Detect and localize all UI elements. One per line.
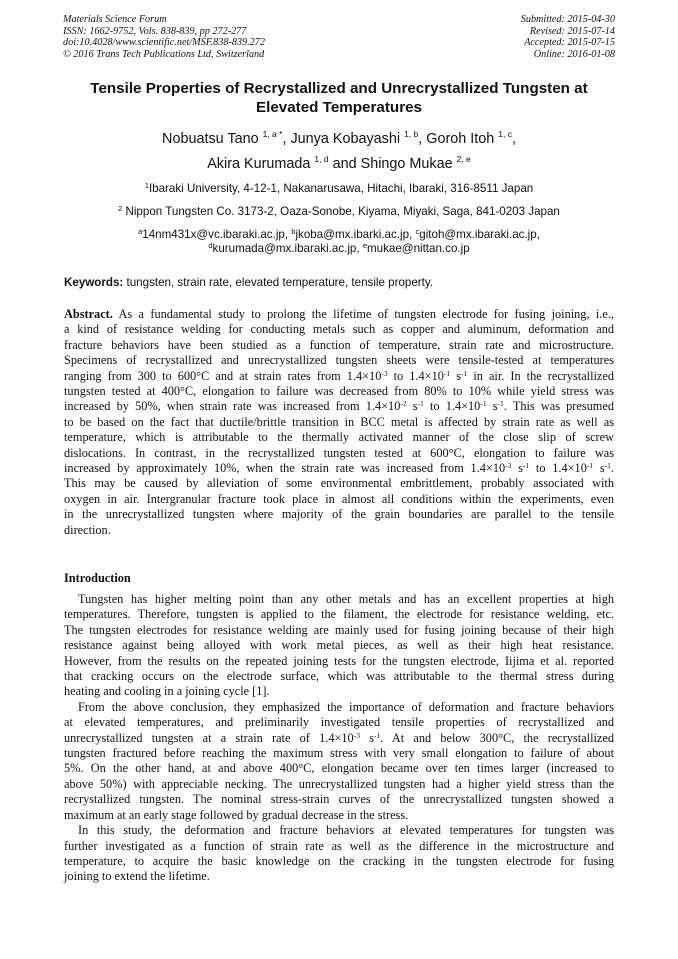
- title-line: Elevated Temperatures: [255, 99, 422, 116]
- email-link[interactable]: jkoba@mx.ibarki.ac.jp,: [295, 228, 416, 241]
- affiliation-text: Nippon Tungsten Co. 3173-2, Oaza-Sonobe, Kiyama, Miyaki, Saga, 841-0203 Japan: [122, 205, 560, 218]
- exponent: -1: [461, 368, 468, 378]
- paragraph-line: further investigated as a function of strain rate as well as the difference in the microstructure and: [64, 838, 614, 853]
- abstract-line: fracture behaviors have been studied as a function of temperature, strain rate and microstructure.: [64, 337, 614, 352]
- paragraph-line: 5%. On the other hand, at and above 400°C, elongation became over ten times larger (increased to: [64, 761, 614, 776]
- exponent: -1: [497, 399, 504, 409]
- abstract-text: .: [610, 461, 614, 476]
- date-accepted: Accepted: 2015-07-15: [524, 37, 615, 48]
- affiliation-text: Ibaraki University, 4-12-1, Nakanarusawa, Hitachi, Ibaraki, 316-8511 Japan: [148, 182, 534, 195]
- paragraph-line: heating and cooling in a joining cycle [1].: [64, 684, 270, 699]
- email-link[interactable]: kurumada@mx.ibaraki.ac.jp,: [212, 242, 363, 255]
- abstract-text: s: [511, 461, 523, 476]
- email-link[interactable]: mukae@nittan.co.jp: [367, 242, 470, 255]
- abstract-text: s: [486, 399, 498, 414]
- title-line: Tensile Properties of Recrystallized and Unrecrystallized Tungsten at: [90, 80, 588, 97]
- exponent: -1: [417, 399, 424, 409]
- exponent: -1: [480, 399, 487, 409]
- abstract-line: direction.: [64, 522, 111, 537]
- date-revised: Revised: 2015-07-14: [529, 25, 615, 37]
- paragraph-line: above 50%) with appreciable necking. The unrecrystallized tungsten had a higher yield stress than the: [64, 776, 614, 791]
- paragraph-line: In this study, the deformation and fracture behaviors at elevated temperatures for tungsten was: [78, 823, 614, 838]
- paragraph-line: However, from the results on the repeated joining tests for the tungsten electrode, Iijima et al. reported: [64, 653, 614, 668]
- email-link[interactable]: gitoh@mx.ibaraki.ac.jp,: [419, 228, 540, 241]
- exponent: -1: [522, 461, 530, 471]
- abstract-line: a kind of resistance welding for conducting metals such as copper and aluminum, deformation and: [64, 322, 614, 337]
- date-submitted: Submitted: 2015-04-30: [520, 14, 615, 25]
- journal-copyright: © 2016 Trans Tech Publications Ltd, Switzerland: [63, 48, 265, 60]
- affiliation-marker: 2: [118, 204, 123, 213]
- paragraph-line: temperatures. Therefore, tungsten is applied to the filament, the electrode for resistance welding, etc.: [64, 607, 614, 622]
- abstract-line: in the unrecrystallized tungsten where majority of the grain boundaries are parallel to the tensile: [64, 507, 614, 522]
- abstract-text: s: [593, 461, 605, 476]
- author-name: Junya Kobayashi: [290, 131, 401, 147]
- abstract-text: increased by 50%, when strain rate was increased from 1.4×10: [64, 399, 401, 414]
- abstract-text: s: [450, 368, 461, 383]
- affiliation-marker: 1: [144, 181, 149, 190]
- abstract-line: Specimens of recrystallized and unrecrystallized tungsten sheets were tensile-tested at temperatures: [64, 353, 614, 368]
- abstract-text: ranging from 300 to 600°C and at strain rates from 1.4×10: [64, 368, 382, 383]
- paragraph-line: joining to extend the lifetime.: [64, 869, 210, 884]
- paper-title: [60, 79, 618, 117]
- abstract-line: [64, 369, 614, 384]
- author-name: Nobuatsu Tano: [162, 131, 259, 147]
- author-separator: ,: [282, 131, 291, 147]
- paragraph-text: s: [359, 730, 374, 745]
- author-list: [60, 127, 618, 177]
- abstract-text: increased by approximately 10%, when the strain rate was increased from 1.4×10: [64, 461, 506, 476]
- abstract-line: [64, 399, 614, 414]
- paragraph-line: maximum at an early stage followed by gradual decrease in the stress.: [64, 807, 409, 822]
- abstract-text: to 1.4×10: [423, 399, 481, 414]
- abstract: [64, 307, 614, 538]
- exponent: -1: [373, 730, 381, 740]
- author-affiliation-marker: 1, a *: [262, 129, 283, 139]
- abstract-line: dislocations. In contrast, in the recrystallized tungsten tested at 600°C, elongation to failure was: [64, 445, 614, 460]
- section-heading-introduction: Introduction: [64, 571, 131, 585]
- abstract-line: tungsten tested at 400°C, elongation to failure was decreased from 80% to 10% while yield stress was: [64, 384, 614, 399]
- abstract-text: . This was presumed: [503, 399, 614, 414]
- email-link[interactable]: 14nm431x@vc.ibaraki.ac.jp,: [142, 228, 292, 241]
- author-name: Akira Kurumada: [207, 156, 311, 172]
- email-marker: a: [138, 227, 143, 236]
- exponent: -1: [443, 368, 451, 378]
- abstract-text: s: [406, 399, 418, 414]
- paragraph-text: unrecrystallized tungsten at a strain rate of 1.4×10: [64, 730, 354, 745]
- paragraph-line: at elevated temperatures, and preliminarily investigated tensile properties of recrystallized and: [64, 715, 614, 730]
- author-affiliation-marker: 1, c: [498, 129, 512, 139]
- paragraph-line: Tungsten has higher melting point than any other metals and has an excellent properties at high: [78, 592, 614, 606]
- email-marker: d: [208, 241, 213, 250]
- author-line: [60, 152, 618, 177]
- email-marker: b: [291, 227, 296, 236]
- affiliation-1: [60, 182, 618, 196]
- exponent: -3: [505, 461, 512, 471]
- abstract-label: Abstract.: [64, 307, 113, 321]
- exponent: -1: [586, 461, 594, 471]
- exponent: -3: [353, 730, 360, 740]
- paragraph-line: [64, 731, 614, 746]
- journal-info: [63, 14, 265, 60]
- email-line: [60, 242, 618, 256]
- author-separator: ,: [418, 131, 427, 147]
- exponent: -1: [604, 461, 611, 471]
- abstract-line: to be based on the fact that ductile/brittle transition in BCC metal is affected by strain rate as well as: [64, 414, 614, 429]
- paragraph-line: recrystallized tungsten. The nominal stress-strain curves of the unrecrystallized tungsten showed a: [64, 792, 614, 807]
- author-name: Shingo Mukae: [360, 156, 453, 172]
- journal-name: Materials Science Forum: [63, 14, 167, 25]
- email-line: [60, 228, 618, 242]
- author-affiliation-marker: 2, e: [456, 154, 471, 164]
- abstract-line: [64, 307, 614, 322]
- abstract-text: in air. In the recrystallized: [467, 368, 614, 383]
- author-name: Goroh Itoh: [426, 131, 495, 147]
- abstract-text: to 1.4×10: [529, 461, 587, 476]
- paragraph-line: resistance against being alloyed with work metal pieces, as well as their high heat resistance.: [64, 638, 614, 653]
- paragraph-line: tungsten fractured before reaching the maximum stress with very small elongation to failure of about: [64, 746, 614, 761]
- paragraph-line: that cracking occurs on the electrode surface, which was attributable to the thermal stress during: [64, 669, 614, 684]
- author-separator: and: [328, 156, 361, 172]
- author-line: [60, 127, 618, 152]
- abstract-text: to 1.4×10: [387, 368, 444, 383]
- author-affiliation-marker: 1, b: [404, 129, 419, 139]
- keywords-label: Keywords:: [64, 276, 124, 289]
- email-marker: c: [415, 227, 420, 236]
- abstract-line: temperature, which is attributable to the thermally activated manner of the close slip of screw: [64, 430, 614, 445]
- paragraph-line: temperature, to acquire the basic knowledge on the cracking in the tungsten electrode for fusing: [64, 853, 614, 868]
- paragraph-text: . At and below 300°C, the recrystallized: [380, 730, 614, 745]
- paragraph-line: From the above conclusion, they emphasized the importance of deformation and fracture behaviors: [78, 699, 614, 714]
- affiliation-2: [60, 205, 618, 219]
- author-separator: ,: [511, 131, 516, 147]
- abstract-text: As a fundamental study to prolong the lifetime of tungsten electrode for fusing joining, i.e.,: [112, 307, 614, 321]
- exponent: -2: [400, 399, 407, 409]
- submission-dates: [521, 14, 615, 60]
- exponent: -3: [381, 368, 388, 378]
- email-marker: e: [362, 241, 367, 250]
- abstract-line: This may be caused by alleviation of some environmental embrittlement, probably associated with: [64, 476, 614, 491]
- paragraph-line: The tungsten electrodes for resistance welding are mainly used for fusing joining because of their high: [64, 622, 614, 637]
- date-online: Online: 2016-01-08: [533, 48, 615, 60]
- keywords: [64, 276, 614, 290]
- abstract-line: [64, 461, 614, 476]
- author-affiliation-marker: 1, d: [314, 154, 329, 164]
- journal-doi: doi:10.4028/www.scientific.net/MSF.838-839.272: [63, 37, 265, 48]
- keywords-text: tungsten, strain rate, elevated temperature, tensile property.: [123, 276, 434, 289]
- introduction-body: [64, 592, 614, 885]
- abstract-line: oxygen in air. Intergranular fracture took place in almost all conditions within the experiments, even: [64, 491, 614, 506]
- journal-issn: ISSN: 1662-9752, Vols. 838-839, pp 272-277: [63, 25, 247, 37]
